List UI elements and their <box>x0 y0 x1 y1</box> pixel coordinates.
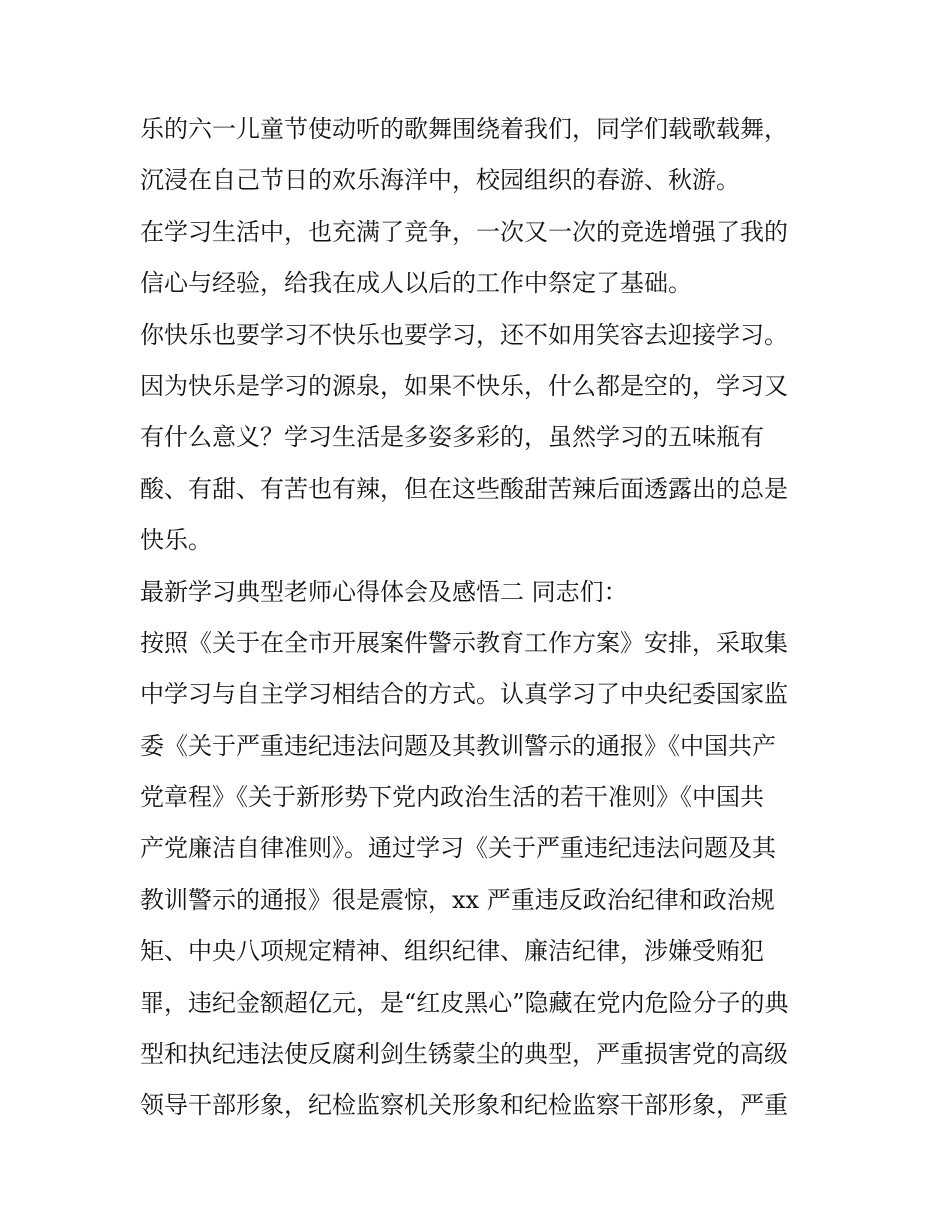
text-line: 酸、有甜、有苦也有辣，但在这些酸甜苦辣后面透露出的总是 <box>140 474 788 503</box>
text-line: 型和执纪违法使反腐利剑生锈蒙尘的典型，严重损害党的高级 <box>140 1040 788 1069</box>
text-line: 教训警示的通报》很是震惊，xx 严重违反政治纪律和政治规 <box>140 885 775 914</box>
text-line: 信心与经验，给我在成人以后的工作中祭定了基础。 <box>140 269 692 298</box>
section-heading-line: 最新学习典型老师心得体会及感悟二 同志们： <box>140 577 628 606</box>
text-line: 有什么意义？学习生活是多姿多彩的，虽然学习的五味瓶有 <box>140 423 764 452</box>
text-line: 中学习与自主学习相结合的方式。认真学习了中央纪委国家监 <box>140 680 788 709</box>
text-line: 按照《关于在全市开展案件警示教育工作方案》安排，采取集 <box>140 628 788 657</box>
text-line: 矩、中央八项规定精神、组织纪律、廉洁纪律，涉嫌受贿犯 <box>140 937 764 966</box>
text-line: 委《关于严重违纪违法问题及其教训警示的通报》《中国共产 <box>140 731 776 760</box>
text-line: 罪，违纪金额超亿元，是“红皮黑心”隐藏在党内危险分子的典 <box>140 988 789 1017</box>
text-line: 在学习生活中，也充满了竞争，一次又一次的竞选增强了我的 <box>140 217 788 246</box>
text-line: 领导干部形象，纪检监察机关形象和纪检监察干部形象，严重 <box>140 1091 788 1120</box>
text-line: 党章程》《关于新形势下党内政治生活的若干准则》《中国共 <box>140 783 764 812</box>
text-line: 你快乐也要学习不快乐也要学习，还不如用笑容去迎接学习。 <box>140 320 788 349</box>
text-line: 产党廉洁自律准则》。通过学习《关于严重违纪违法问题及其 <box>140 834 776 863</box>
text-line: 沉浸在自己节日的欢乐海洋中，校园组织的春游、秋游。 <box>140 166 740 195</box>
document-body <box>140 104 820 1132</box>
text-line: 因为快乐是学习的源泉，如果不快乐，什么都是空的，学习又 <box>140 371 788 400</box>
text-line: 快乐。 <box>140 526 212 555</box>
text-line: 乐的六一儿童节使动听的歌舞围绕着我们，同学们载歌载舞， <box>140 115 788 143</box>
